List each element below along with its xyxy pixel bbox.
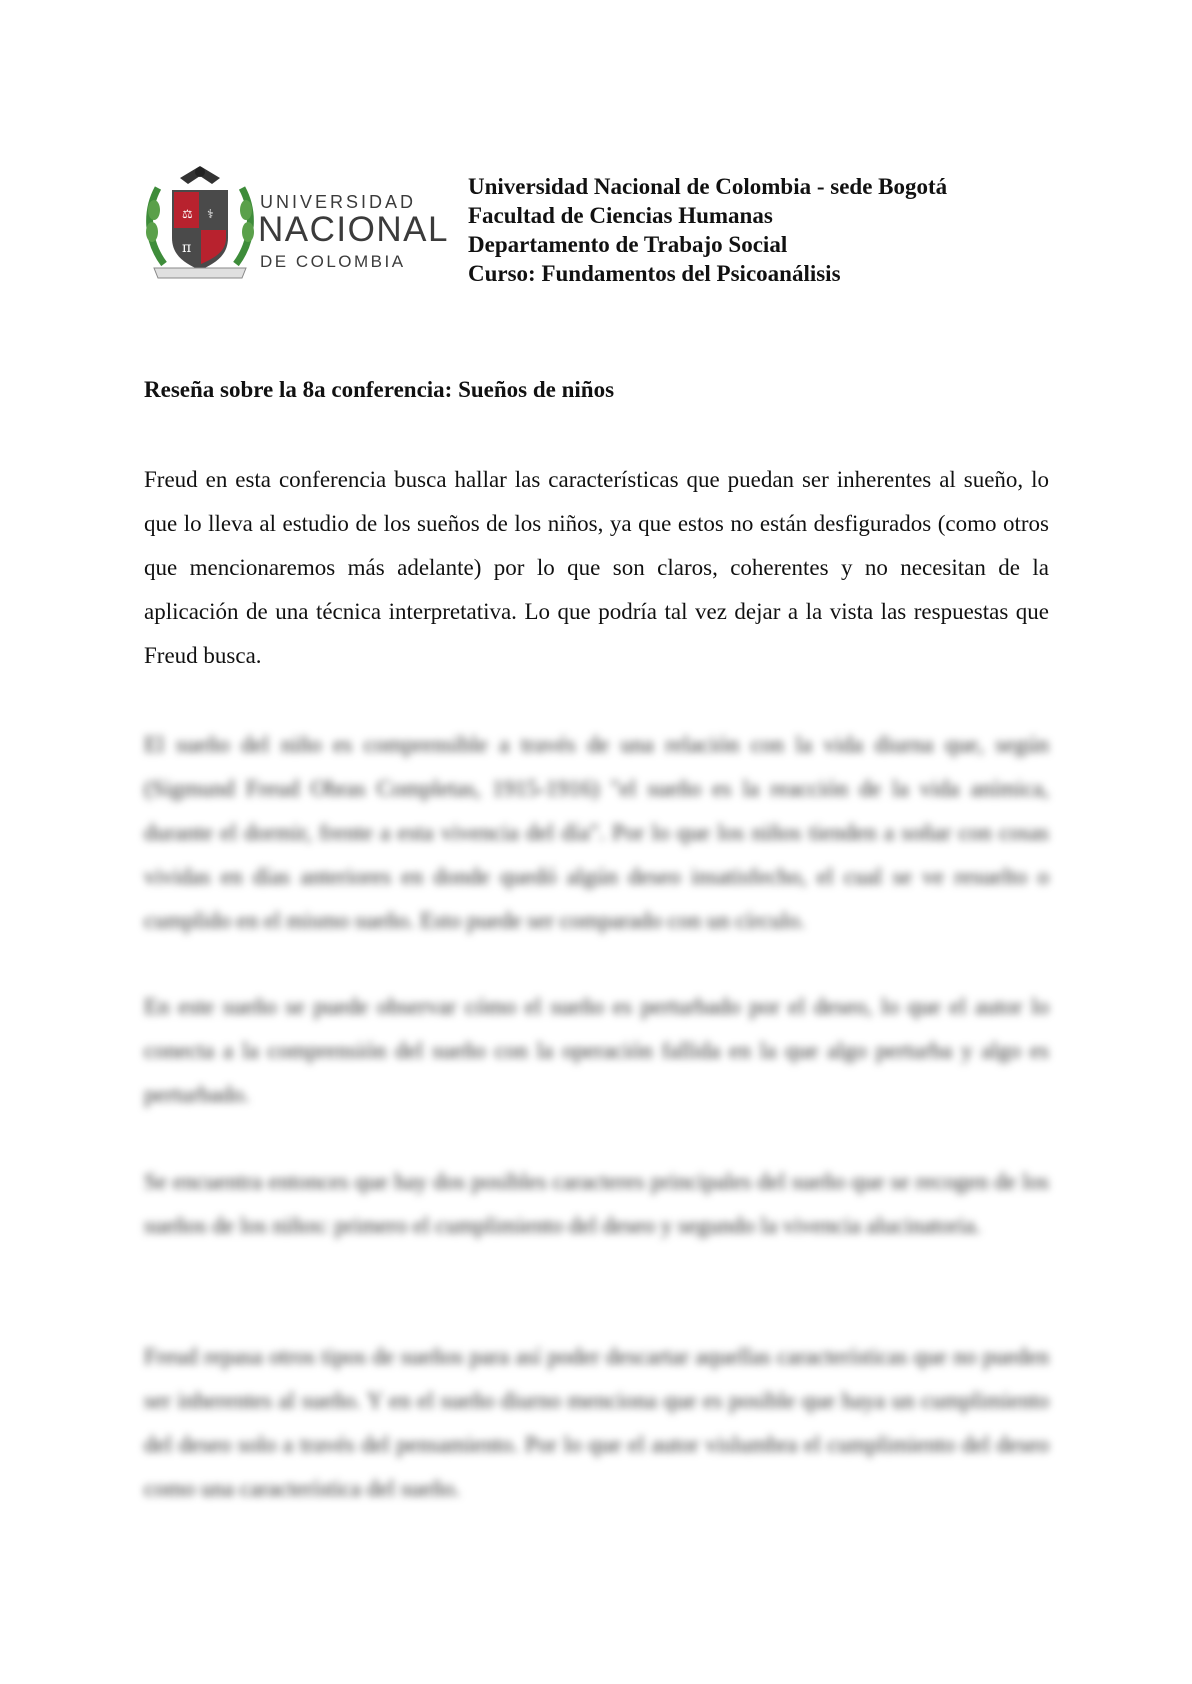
document-header — [144, 160, 1054, 300]
institution-course: Curso: Fundamentos del Psicoanálisis — [468, 261, 841, 286]
institution-department: Departamento de Trabajo Social — [468, 232, 788, 257]
paragraph-4: Se encuentra entonces que hay dos posibles caracteres principales del sueño que se recogen de los sueños de los niños: primero el cumplimiento del deseo y segundo la vivencia alucinatoria. — [144, 1169, 1049, 1238]
university-crest-icon — [144, 160, 256, 285]
university-logo — [144, 160, 454, 295]
logo-line-nacional: NACIONAL — [258, 210, 449, 249]
document-title: Reseña sobre la 8a conferencia: Sueños de niños — [144, 377, 615, 402]
institution-university: Universidad Nacional de Colombia - sede Bogotá — [468, 174, 948, 199]
paragraph-5: Freud repasa otros tipos de sueños para así poder descartar aquellas características que no pueden ser inherentes al sueño. Y en el sueño diurno menciona que es posible que haya un cumplimiento del deseo solo a través del pensamiento. Por lo que el autor vislumbra el cumplimiento del deseo como una característica del sueño. — [144, 1344, 1049, 1501]
paragraph-3: En este sueño se puede observar cómo el sueño es perturbado por el deseo, lo que el autor lo conecta a la comprensión del sueño con la operación fallida en la que algo perturba y algo es perturbado. — [144, 994, 1049, 1107]
institution-faculty: Facultad de Ciencias Humanas — [468, 203, 773, 228]
svg-text:π: π — [182, 240, 192, 256]
institution-info — [468, 172, 947, 288]
svg-text:⚖: ⚖ — [182, 207, 193, 221]
logo-line-universidad: UNIVERSIDAD — [260, 192, 417, 212]
paragraph-1: Freud en esta conferencia busca hallar las características que puedan ser inherentes al sueño, lo que lo lleva al estudio de los sueños de los niños, ya que estos no están desfigurados (como otros que mencionaremos más adelante) por lo que son claros, coherentes y no necesitan de la aplicación de una técnica interpretativa. Lo que podría tal vez dejar a la vista las respuestas que Freud busca. — [144, 467, 1049, 668]
paragraph-2: El sueño del niño es comprensible a través de una relación con la vida diurna que, según (Sigmund Freud Obras Completas, 1915-1916) "el sueño es la reacción de la vida anímica, durante el dormir, frente a esta vivencia del día". Por lo que los niños tienden a soñar con cosas vividas en días anteriores en donde quedó algún deseo insatisfecho, el cual se ve resuelto o cumplido en el mismo sueño. Esto puede ser comparado con un círculo. — [144, 732, 1049, 933]
svg-text:⚕: ⚕ — [207, 207, 214, 221]
logo-line-de-colombia: DE COLOMBIA — [260, 252, 406, 271]
